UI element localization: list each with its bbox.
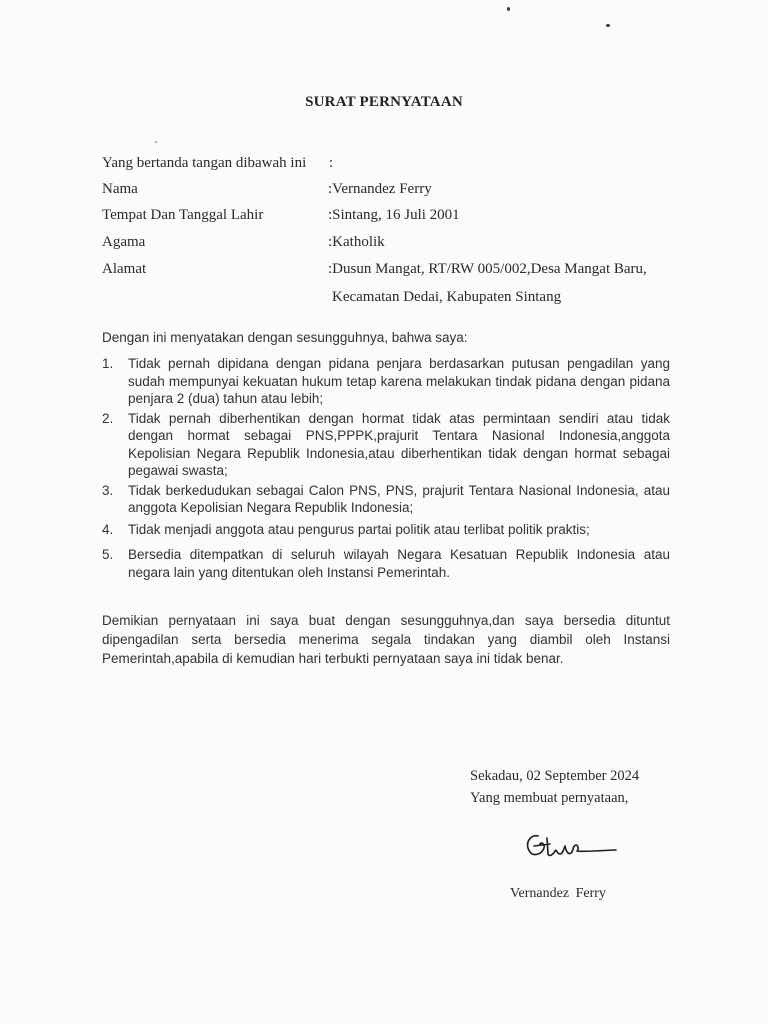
statement-item xyxy=(102,546,670,581)
statement-text: Tidak pernah dipidana dengan pidana penjara berdasarkan putusan pengadilan yang sudah mempunyai kekuatan hukum tetap karena melakukan tindak pidana dengan pidana penjara 2 (dua) tahun atau lebih; xyxy=(128,356,670,406)
statement-text: Bersedia ditempatkan di seluruh wilayah Negara Kesatuan Republik Indonesia atau negara lain yang ditentukan oleh Instansi Pemerintah. xyxy=(128,547,670,580)
intro-colon: : xyxy=(329,155,334,171)
handwritten-signature-icon xyxy=(520,824,620,864)
statement-item xyxy=(102,410,670,480)
scan-speck xyxy=(155,141,157,143)
field-value: :Sintang, 16 Juli 2001 xyxy=(328,207,460,223)
field-label: Alamat xyxy=(102,261,147,277)
statement-number: 2. xyxy=(102,410,114,426)
scan-speck xyxy=(606,24,610,27)
field-value: :Dusun Mangat, RT/RW 005/002,Desa Mangat Baru, xyxy=(328,261,647,277)
field-value: :Katholik xyxy=(328,234,385,250)
statement-text: Tidak pernah diberhentikan dengan hormat tidak atas permintaan sendiri atau tidak dengan hormat sebagai PNS,PPPK,prajurit Tentara Nasional Indonesia,anggota Kepolisian Negara Republik Indonesia,atau diberhentikan tidak dengan hormat sebagai pegawai swasta; xyxy=(128,410,670,478)
intro-line xyxy=(102,155,334,172)
intro-text: Yang bertanda tangan dibawah ini xyxy=(102,155,307,171)
statement-number: 4. xyxy=(102,521,114,537)
statement-list xyxy=(102,355,670,581)
statement-text: Tidak berkedudukan sebagai Calon PNS, PNS, prajurit Tentara Nasional Indonesia, atau anggota Kepolisian Negara Republik Indonesia; xyxy=(128,482,670,515)
maker-label: Yang membuat pernyataan, xyxy=(470,790,629,806)
statement-number: 3. xyxy=(102,482,114,498)
scan-speck xyxy=(507,7,510,11)
statement-number: 1. xyxy=(102,356,114,371)
statement-item xyxy=(102,521,670,539)
field-value: :Vernandez Ferry xyxy=(328,181,432,197)
place-and-date: Sekadau, 02 September 2024 xyxy=(470,768,640,784)
statement-number: 5. xyxy=(102,547,114,562)
statement-item xyxy=(102,355,670,408)
statement-item xyxy=(102,482,670,517)
field-label: Agama xyxy=(102,234,146,250)
statement-text: Tidak menjadi anggota atau pengurus partai politik atau terlibat politik praktis; xyxy=(128,521,590,537)
field-label: Tempat Dan Tanggal Lahir xyxy=(102,207,264,223)
field-label: Nama xyxy=(102,181,138,197)
document-title: SURAT PERNYATAAN xyxy=(305,94,463,110)
address-line-2: Kecamatan Dedai, Kabupaten Sintang xyxy=(332,289,562,305)
signer-name: Vernandez Ferry xyxy=(510,886,606,901)
closing-paragraph: Demikian pernyataan ini saya buat dengan sesungguhnya,dan saya bersedia dituntut dipengadilan serta bersedia menerima segala tindakan yang diambil oleh Instansi Pemerintah,apabila di kemudian hari terbukti pernyataan saya ini tidak benar. xyxy=(102,613,670,666)
declaration-intro: Dengan ini menyatakan dengan sesungguhnya, bahwa saya: xyxy=(102,330,468,345)
